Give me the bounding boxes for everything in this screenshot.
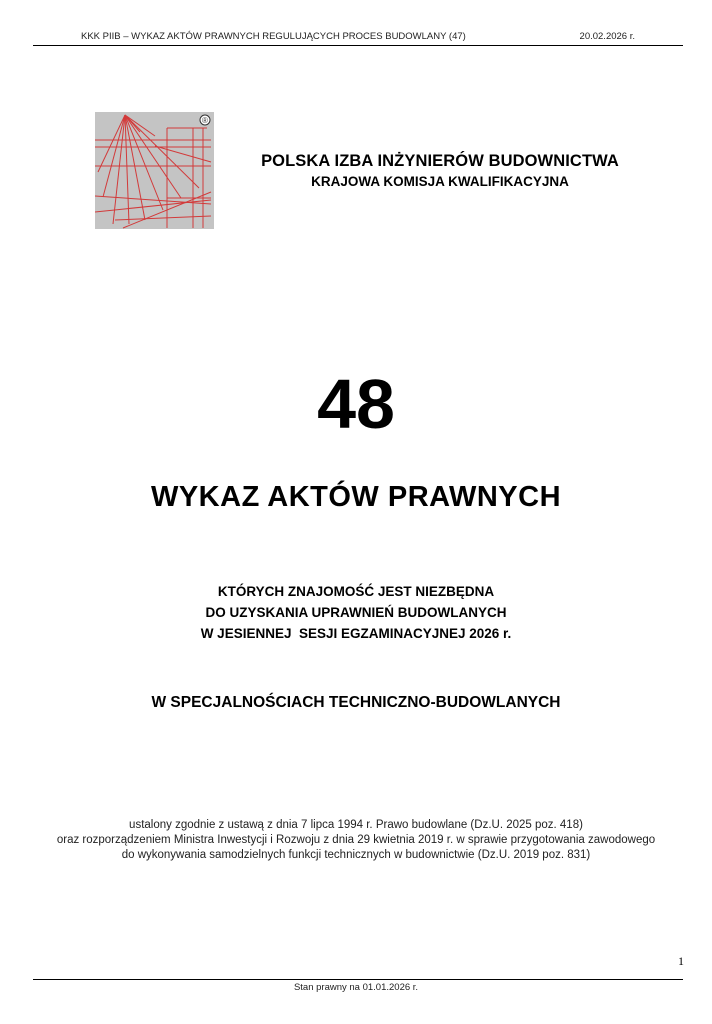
organization-name: POLSKA IZBA INŻYNIERÓW BUDOWNICTWA	[261, 152, 619, 170]
running-header	[33, 31, 683, 46]
piib-logo	[95, 112, 214, 229]
organization-unit: KRAJOWA KOMISJA KWALIFIKACYJNA	[311, 174, 569, 189]
document-title: WYKAZ AKTÓW PRAWNYCH	[150, 481, 562, 513]
organization-block	[210, 152, 670, 189]
subtitle-line: DO UZYSKANIA UPRAWNIEŃ BUDOWLANYCH	[205, 605, 507, 620]
subtitle-line: W JESIENNEJ SESJI EGZAMINACYJNEJ 2026 r.	[200, 626, 512, 641]
document-specialty: W SPECJALNOŚCIACH TECHNICZNO-BUDOWLANYCH	[151, 694, 561, 711]
header-date: 20.02.2026 r.	[579, 31, 635, 42]
legal-basis-line: ustalony zgodnie z ustawą z dnia 7 lipca 1994 r. Prawo budowlane (Dz.U. 2025 poz. 418)	[129, 819, 583, 831]
footer-divider	[33, 979, 683, 980]
legal-basis-line: do wykonywania samodzielnych funkcji technicznych w budownictwie (Dz.U. 2019 poz. 831)	[121, 849, 591, 861]
legal-basis	[20, 818, 692, 863]
header-title: KKK PIIB – WYKAZ AKTÓW PRAWNYCH REGULUJĄCYCH PROCES BUDOWLANY (47)	[81, 31, 466, 42]
piib-logo-icon	[95, 112, 214, 229]
document-subtitle	[0, 581, 712, 644]
page-number: 1	[678, 954, 684, 968]
logo-registered-mark: ®	[202, 116, 208, 125]
document-number: 48	[317, 365, 395, 443]
legal-basis-line: oraz rozporządzeniem Ministra Inwestycji i Rozwoju z dnia 29 kwietnia 2019 r. w sprawie przygotowania zawodowego	[56, 834, 656, 846]
footer-status: Stan prawny na 01.01.2026 r.	[293, 982, 419, 993]
subtitle-line: KTÓRYCH ZNAJOMOŚĆ JEST NIEZBĘDNA	[217, 584, 495, 599]
